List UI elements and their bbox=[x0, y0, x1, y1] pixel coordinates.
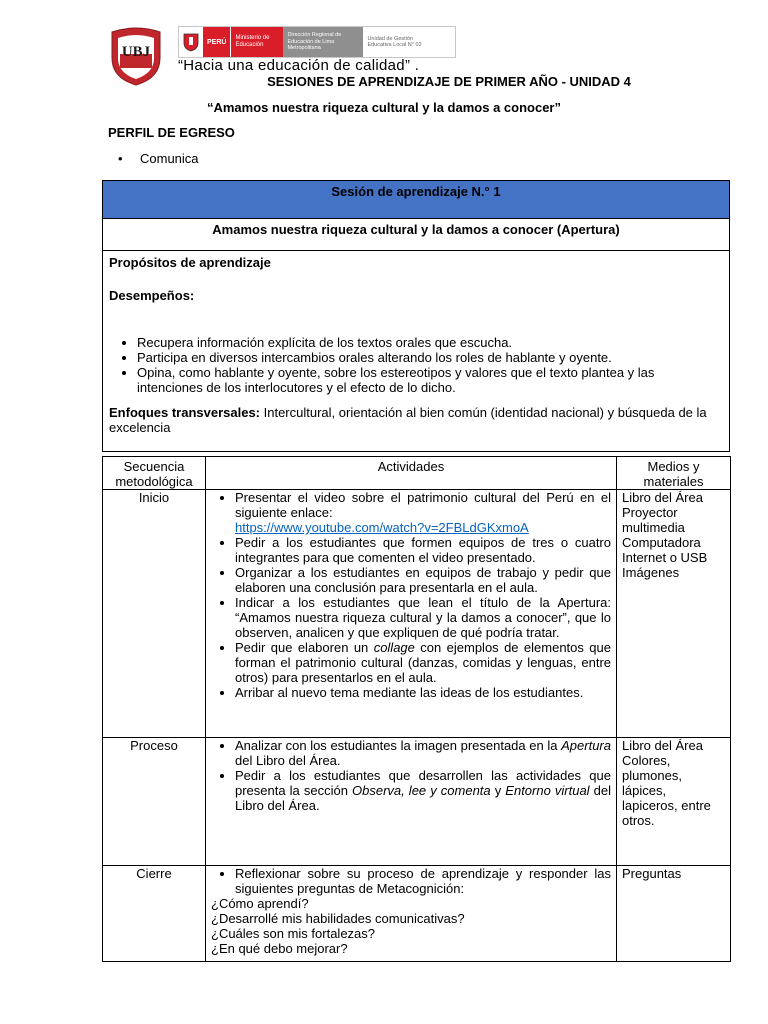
metacognition-questions: ¿Cómo aprendí? ¿Desarrollé mis habilidades comunicativas? ¿Cuáles son mis fortalezas? ¿En qué debo mejorar? bbox=[211, 896, 465, 956]
proceso-materials: Libro del Área Colores, plumones, lápices, lapiceros, entre otros. bbox=[617, 738, 731, 866]
perfil-item bbox=[118, 151, 199, 166]
inicio-materials: Libro del Área Proyector multimedia Computadora Internet o USB Imágenes bbox=[617, 490, 731, 738]
proceso-label: Proceso bbox=[103, 738, 206, 866]
cierre-label: Cierre bbox=[103, 866, 206, 962]
proceso-activities bbox=[206, 738, 617, 866]
slogan: “Hacia una educación de calidad” . bbox=[178, 57, 420, 74]
logo-text: UBJ bbox=[121, 44, 151, 60]
enfoques-label: Enfoques transversales: bbox=[109, 405, 261, 420]
desempeno-item: • Participa en diversos intercambios orales alterando los roles de hablante y oyente. bbox=[137, 350, 723, 365]
enfoques-text: Intercultural, orientación al bien común (identidad nacional) y búsqueda de la excelencia bbox=[109, 405, 707, 435]
bullet-icon: • bbox=[118, 151, 123, 166]
perfil-heading: PERFIL DE EGRESO bbox=[108, 125, 235, 140]
table-header-row bbox=[103, 457, 731, 490]
session-name: Amamos nuestra riqueza cultural y la damos a conocer (Apertura) bbox=[103, 219, 730, 251]
banner-ministerio: Ministerio de Educación bbox=[230, 27, 283, 57]
banner-peru: PERÚ bbox=[203, 27, 230, 57]
table-row-cierre bbox=[103, 866, 731, 962]
proceso-item: • Analizar con los estudiantes la imagen presentada en la Apertura del Libro del Área. bbox=[235, 738, 611, 768]
inicio-item: • Organizar a los estudiantes en equipos de trabajo y pedir que elaboren una conclusión para presentarla en el aula. bbox=[235, 565, 611, 595]
propositos-label: Propósitos de aprendizaje bbox=[109, 255, 271, 270]
cierre-item: • Reflexionar sobre su proceso de aprendizaje y responder las siguientes preguntas de Metacognición: bbox=[235, 866, 611, 896]
session-table bbox=[102, 180, 730, 452]
header-actividades: Actividades bbox=[206, 457, 617, 490]
inicio-item: • Indicar a los estudiantes que lean el título de la Apertura: “Amamos nuestra riqueza cultural y la damos a conocer”, que lo observen, analicen y que expliquen de qué podría tratar. bbox=[235, 595, 611, 640]
header-medios: Medios y materiales bbox=[617, 457, 731, 490]
table-row-proceso bbox=[103, 738, 731, 866]
video-link[interactable]: https://www.youtube.com/watch?v=2FBLdGKxmoA bbox=[235, 520, 529, 535]
document-subtitle: “Amamos nuestra riqueza cultural y la damos a conocer” bbox=[206, 100, 561, 115]
header-secuencia: Secuencia metodológica bbox=[103, 457, 206, 490]
inicio-item: • Arribar al nuevo tema mediante las ideas de los estudiantes. bbox=[235, 685, 611, 700]
coat-of-arms-icon bbox=[179, 27, 203, 57]
inicio-item: • Pedir a los estudiantes que formen equipos de tres o cuatro integrantes para que comenten el video presentado. bbox=[235, 535, 611, 565]
desempenos-list bbox=[109, 335, 723, 395]
inicio-item: • Pedir que elaboren un collage con ejemplos de elementos que forman el patrimonio cultural (danzas, comidas y lenguas, entre otros) para presentarlos en el aula. bbox=[235, 640, 611, 685]
cierre-activities bbox=[206, 866, 617, 962]
activities-table bbox=[102, 456, 731, 962]
inicio-activities bbox=[206, 490, 617, 738]
banner-ugel: Unidad de Gestión Educativa Local N° 02 bbox=[363, 27, 437, 57]
document-title: SESIONES DE APRENDIZAJE DE PRIMER AÑO - UNIDAD 4 bbox=[267, 74, 631, 89]
ministry-banner bbox=[178, 26, 456, 58]
perfil-item-text: Comunica bbox=[140, 151, 199, 166]
proceso-item: • Pedir a los estudiantes que desarrollen las actividades que presenta la sección Observa, lee y comenta y Entorno virtual del Libro del Área. bbox=[235, 768, 611, 813]
session-number: Sesión de aprendizaje N.° 1 bbox=[103, 181, 730, 219]
cierre-materials: Preguntas bbox=[617, 866, 731, 962]
inicio-label: Inicio bbox=[103, 490, 206, 738]
desempenos-label: Desempeños: bbox=[109, 288, 195, 303]
desempeno-item: • Opina, como hablante y oyente, sobre los estereotipos y valores que el texto plantea y las intenciones de los interlocutores y el efecto de lo dicho. bbox=[137, 365, 723, 395]
propositos-cell bbox=[103, 251, 730, 452]
desempeno-item: • Recupera información explícita de los textos orales que escucha. bbox=[137, 335, 723, 350]
inicio-item: • Presentar el video sobre el patrimonio cultural del Perú en el siguiente enlace: https://www.youtube.com/watch?v=2FBLdGKxmoA bbox=[235, 490, 611, 535]
table-row-inicio bbox=[103, 490, 731, 738]
banner-direccion: Dirección Regional de Educación de Lima Metropolitana bbox=[283, 27, 363, 57]
enfoques bbox=[109, 405, 723, 435]
